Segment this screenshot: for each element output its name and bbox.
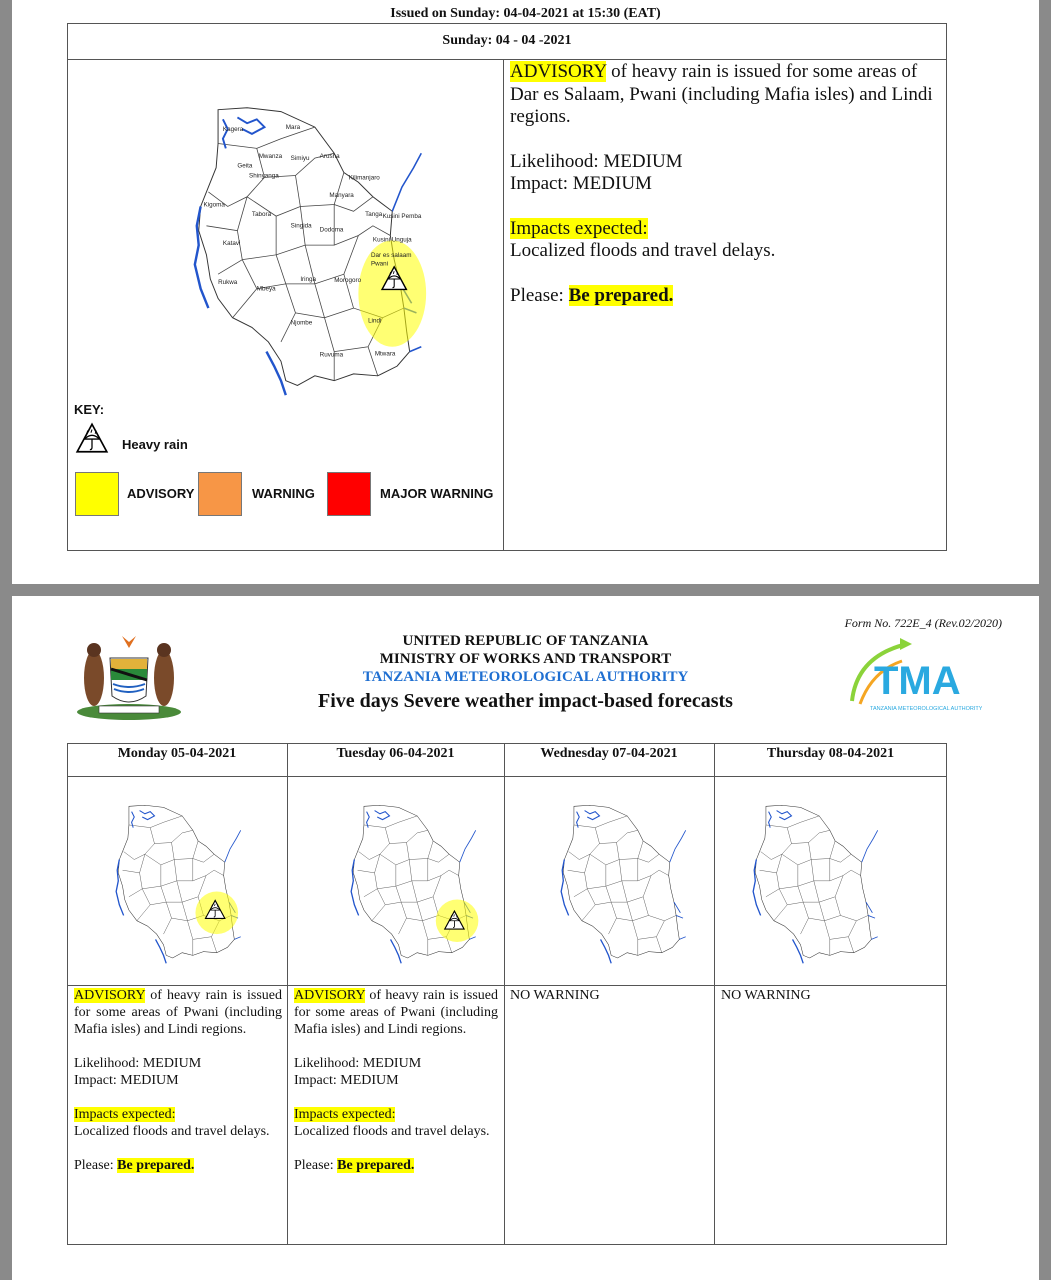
no-warning-wednesday: NO WARNING <box>510 988 600 1003</box>
day-map <box>734 801 899 966</box>
map-label: Njombe <box>290 319 313 327</box>
tanzania-map <box>160 100 460 400</box>
issued-line: Issued on Sunday: 04-04-2021 at 15:30 (EAT) <box>390 6 661 21</box>
header-ministry: MINISTRY OF WORKS AND TRANSPORT <box>379 651 672 667</box>
be-prepared: Be prepared. <box>117 1158 195 1173</box>
impact: Impact: MEDIUM <box>294 1073 399 1088</box>
map-label: Arusha <box>319 153 340 161</box>
impacts-expected-label: Impacts expected: <box>294 1107 396 1122</box>
advisory-highlight: ADVISORY <box>294 988 366 1003</box>
map-label: Mtwara <box>374 350 396 358</box>
tma-logo-text: TMA <box>874 659 961 703</box>
map-label: Lindi <box>368 317 382 325</box>
today-heading: Sunday: 04 - 04 -2021 <box>442 33 572 48</box>
impacts-expected-text: Localized floods and travel delays. <box>294 1124 490 1139</box>
no-warning-thursday: NO WARNING <box>721 988 811 1003</box>
likelihood: Likelihood: MEDIUM <box>510 150 683 172</box>
tma-logo-subtitle: TANZANIA METEOROLOGICAL AUTHORITY <box>870 706 982 712</box>
map-label: Manyara <box>329 191 354 199</box>
impacts-expected-text: Localized floods and travel delays. <box>74 1124 270 1139</box>
header-republic: UNITED REPUBLIC OF TANZANIA <box>402 633 649 649</box>
map-label: Kusini Pemba <box>382 213 422 221</box>
key-warning: WARNING <box>252 486 315 501</box>
map-label: Simiyu <box>290 155 310 162</box>
impacts-expected-label: Impacts expected: <box>510 217 648 239</box>
impacts-expected-text: Localized floods and travel delays. <box>510 240 776 261</box>
major-warning-swatch <box>327 472 371 516</box>
advisory-description: of heavy rain is issued for some areas of Pwani (including Mafia isles) and Lindi regions. <box>294 988 498 1037</box>
form-number: Form No. 722E_4 (Rev.02/2020) <box>844 616 1002 630</box>
map-label: Iringa <box>300 275 317 283</box>
page-today <box>12 0 1039 584</box>
key-advisory: ADVISORY <box>127 486 195 501</box>
impact: Impact: MEDIUM <box>74 1073 179 1088</box>
day-heading: Monday 05-04-2021 <box>117 746 237 761</box>
day-map <box>542 801 707 966</box>
page-title: Five days Severe weather impact-based forecasts <box>318 690 733 712</box>
please-label: Please: <box>510 284 569 306</box>
map-label: Mwanza <box>258 153 283 161</box>
map-label: Mbeya <box>256 285 276 293</box>
map-label: Kigoma <box>203 201 225 209</box>
heavy-rain-icon <box>72 420 112 456</box>
map-label: Tabora <box>251 211 272 219</box>
header-block <box>12 632 1039 710</box>
impacts-expected-label: Impacts expected: <box>74 1107 176 1122</box>
advisory-swatch <box>75 472 119 516</box>
be-prepared: Be prepared. <box>337 1158 415 1173</box>
map-label: Katavi <box>222 240 241 248</box>
day-text-monday <box>74 987 282 1191</box>
day-map <box>332 801 497 966</box>
map-label: Tanga <box>365 211 383 219</box>
day-heading: Wednesday 07-04-2021 <box>540 746 678 761</box>
map-label: Shinyanga <box>249 172 279 180</box>
map-label: Morogoro <box>334 276 362 284</box>
map-label: Rukwa <box>218 278 238 286</box>
map-label: Kagera <box>222 125 244 133</box>
map-label: Dodoma <box>319 226 344 234</box>
day-map <box>97 801 262 966</box>
page-five-days <box>12 596 1039 1280</box>
map-label: Kusini Unguja <box>372 236 412 244</box>
key-label: KEY: <box>74 402 105 417</box>
day-heading: Tuesday 06-04-2021 <box>336 746 455 761</box>
map-label: Geita <box>237 162 253 170</box>
likelihood: Likelihood: MEDIUM <box>294 1056 422 1071</box>
key-major-warning: MAJOR WARNING <box>380 486 494 501</box>
please-label: Please: <box>74 1158 118 1173</box>
please-label: Please: <box>294 1158 338 1173</box>
header-tma: TANZANIA METEOROLOGICAL AUTHORITY <box>362 669 689 685</box>
map-label: Kilimanjaro <box>348 174 380 182</box>
advisory-description: of heavy rain is issued for some areas of Dar es Salaam, Pwani (including Mafia isles) and Lindi regions. <box>510 61 933 127</box>
map-label: Pwani <box>370 260 389 268</box>
likelihood: Likelihood: MEDIUM <box>74 1056 202 1071</box>
key-heavy-rain: Heavy rain <box>122 437 188 452</box>
map-label: Singida <box>290 222 312 230</box>
warning-swatch <box>198 472 242 516</box>
advisory-highlight: ADVISORY <box>510 61 607 82</box>
advisory-description: of heavy rain is issued for some areas of Pwani (including Mafia isles) and Lindi regions. <box>74 988 282 1037</box>
be-prepared: Be prepared. <box>568 284 674 306</box>
map-label: Dar es salaam <box>370 251 412 259</box>
impact: Impact: MEDIUM <box>510 173 652 194</box>
today-advisory-text <box>510 61 942 329</box>
map-label: Ruvuma <box>319 351 344 359</box>
advisory-highlight: ADVISORY <box>74 988 146 1003</box>
map-label: Mara <box>285 124 301 132</box>
day-heading: Thursday 08-04-2021 <box>766 746 895 761</box>
day-text-tuesday <box>294 987 498 1191</box>
